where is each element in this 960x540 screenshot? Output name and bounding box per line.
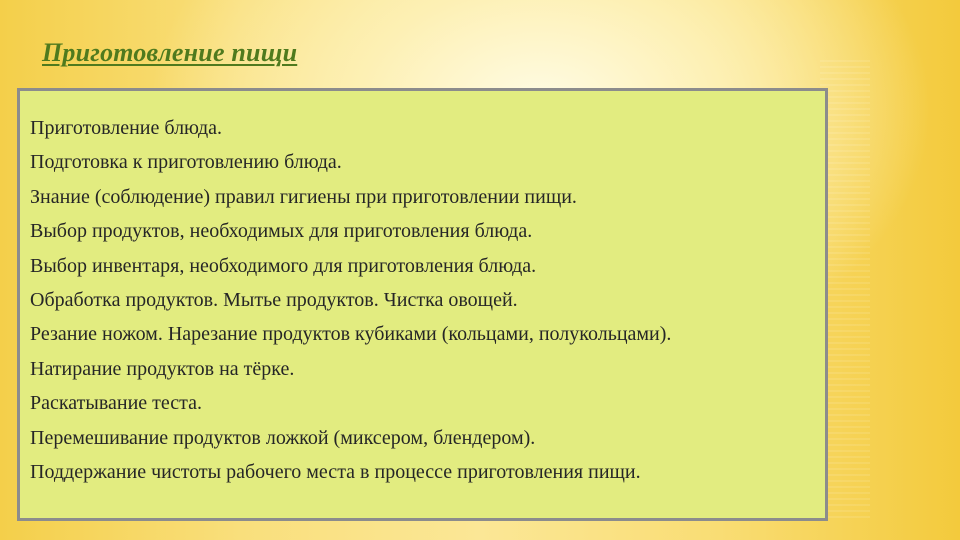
list-item: Обработка продуктов. Мытье продуктов. Чистка овощей. <box>30 289 518 312</box>
list-item: Знание (соблюдение) правил гигиены при приготовлении пищи. <box>30 185 577 208</box>
list-item: Поддержание чистоты рабочего места в процессе приготовления пищи. <box>30 461 641 484</box>
list-item: Выбор инвентаря, необходимого для приготовления блюда. <box>30 254 537 277</box>
content-box <box>17 88 828 521</box>
slide-title: Приготовление пищи <box>42 38 298 67</box>
list-item: Выбор продуктов, необходимых для приготовления блюда. <box>30 220 533 243</box>
list-item: Перемешивание продуктов ложкой (миксером, блендером). <box>30 426 536 449</box>
list-item: Резание ножом. Нарезание продуктов кубиками (кольцами, полукольцами). <box>30 323 672 346</box>
list-item: Натирание продуктов на тёрке. <box>30 357 295 380</box>
list-item: Раскатывание теста. <box>30 392 203 415</box>
steps-list <box>20 91 825 489</box>
list-item: Приготовление блюда. <box>30 117 223 139</box>
list-item: Подготовка к приготовлению блюда. <box>30 151 342 174</box>
